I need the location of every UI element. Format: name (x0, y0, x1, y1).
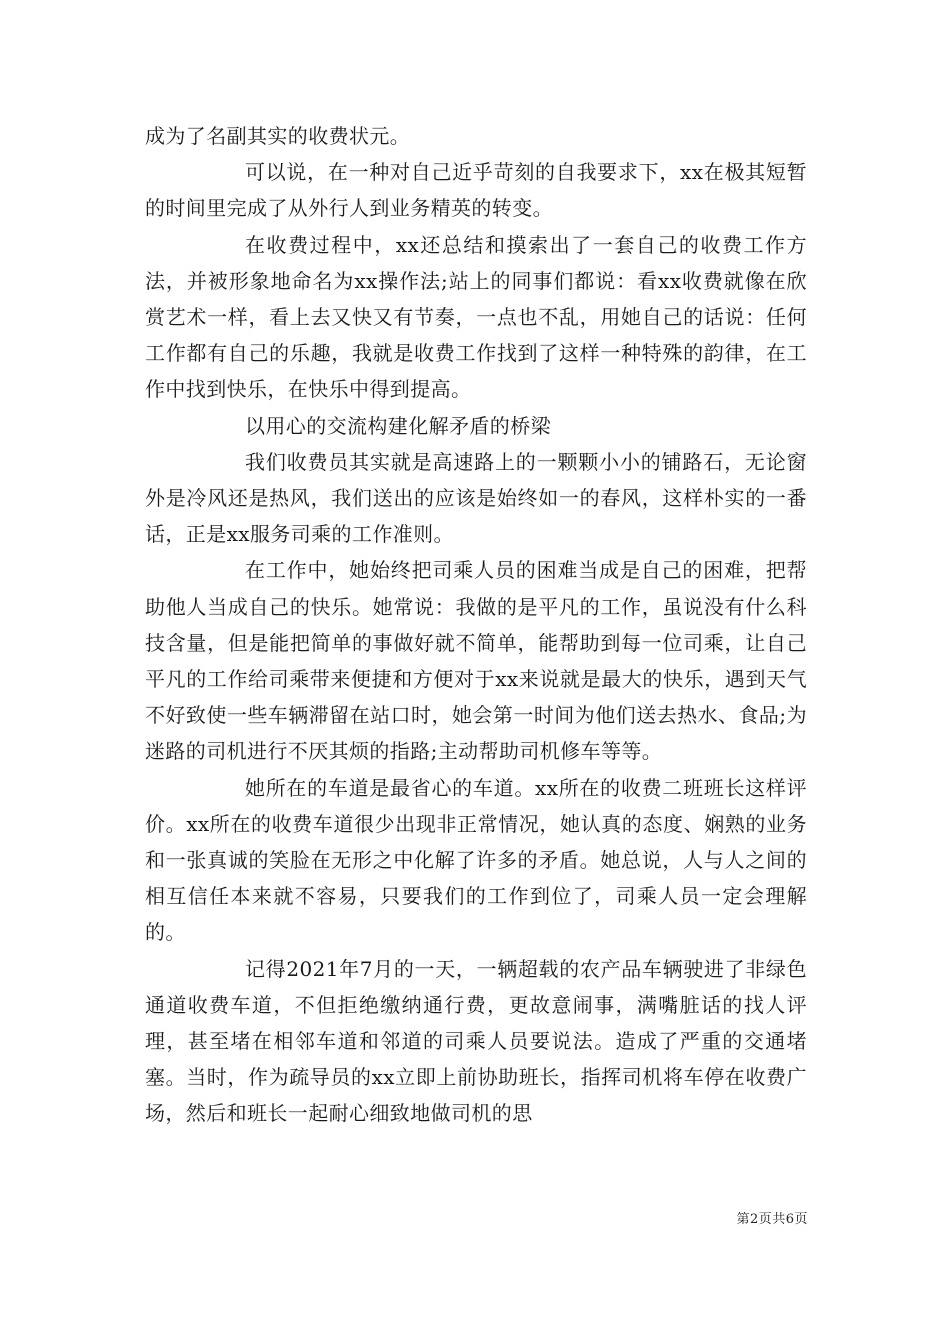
paragraph: 在工作中，她始终把司乘人员的困难当成是自己的困难，把帮助他人当成自己的快乐。她常说：我做的是平凡的工作，虽说没有什么科技含量，但是能把简单的事做好就不简单，能帮助到每一位司乘，让自己平凡的工作给司乘带来便捷和方便对于xx来说就是最大的快乐，遇到天气不好致使一些车辆滞留在站口时，她会第一时间为他们送去热水、食品;为迷路的司机进行不厌其烦的指路;主动帮助司机修车等等。 (145, 558, 807, 764)
paragraph: 可以说，在一种对自己近乎苛刻的自我要求下，xx在极其短暂的时间里完成了从外行人到业务精英的转变。 (145, 160, 807, 221)
body-text (145, 118, 807, 1132)
paragraph: 记得2021年7月的一天，一辆超载的农产品车辆驶进了非绿色通道收费车道，不但拒绝缴纳通行费，更故意闹事，满嘴脏话的找人评理，甚至堵在相邻车道和邻道的司乘人员要说法。造成了严重的交通堵塞。当时，作为疏导员的xx立即上前协助班长，指挥司机将车停在收费广场，然后和班长一起耐心细致地做司机的思 (145, 956, 807, 1126)
section-heading: 以用心的交流构建化解矛盾的桥梁 (245, 413, 551, 438)
paragraph: 她所在的车道是最省心的车道。xx所在的收费二班班长这样评价。xx所在的收费车道很少出现非正常情况，她认真的态度、娴熟的业务和一张真诚的笑脸在无形之中化解了许多的矛盾。她总说，人与人之间的相互信任本来就不容易，只要我们的工作到位了，司乘人员一定会理解的。 (145, 775, 807, 945)
paragraph: 我们收费员其实就是高速路上的一颗颗小小的铺路石，无论窗外是冷风还是热风，我们送出的应该是始终如一的春风，这样朴实的一番话，正是xx服务司乘的工作准则。 (145, 449, 807, 547)
page-number: 第2页共6页 (736, 1212, 808, 1227)
paragraph: 成为了名副其实的收费状元。 (145, 124, 411, 148)
paragraph: 在收费过程中，xx还总结和摸索出了一套自己的收费工作方法，并被形象地命名为xx操作法;站上的同事们都说：看xx收费就像在欣赏艺术一样，看上去又快又有节奏，一点也不乱，用她自己的话说：任何工作都有自己的乐趣，我就是收费工作找到了这样一种特殊的韵律，在工作中找到快乐，在快乐中得到提高。 (145, 232, 807, 402)
